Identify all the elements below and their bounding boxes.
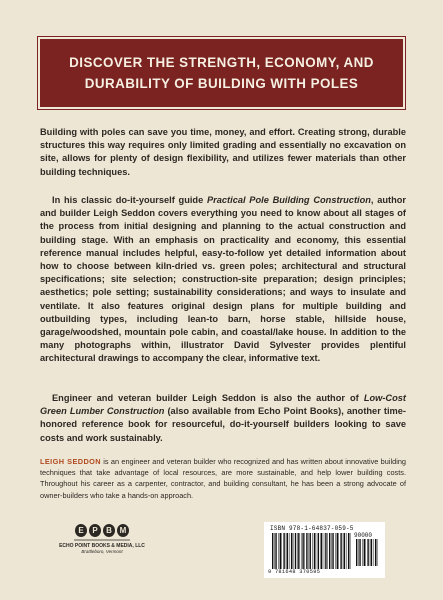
description-text-start: In his classic do-it-yourself guide [52, 195, 207, 205]
barcode-bar [344, 533, 345, 569]
barcode-bar [362, 539, 363, 566]
price-code: 90000 [354, 532, 373, 539]
barcode-bar [283, 533, 284, 569]
barcode-bar [301, 533, 302, 569]
barcode-bar [377, 539, 378, 566]
barcode-bar [359, 539, 360, 566]
barcode-bar [314, 533, 315, 569]
barcode-bar [340, 533, 341, 569]
barcode-bar [282, 533, 283, 569]
barcode-bar [297, 533, 298, 569]
barcode-bar [304, 533, 305, 569]
barcode-bar [348, 533, 349, 569]
barcode-bar [335, 533, 336, 569]
other-works-text-rest: (also available from Echo Point Books), another time-honored reference book for resourceful, do-it-yourself builders looking to save costs and work sustainably. [40, 406, 406, 443]
barcode-bar [316, 533, 317, 569]
barcode-bar [275, 533, 276, 569]
logo-letter-b: B [103, 524, 115, 537]
other-book-title: Low-Cost Green Lumber Construction [40, 393, 406, 417]
headline-banner [38, 37, 405, 109]
barcode-bar [358, 539, 359, 566]
barcode-bar [291, 533, 292, 569]
barcode-bar [375, 539, 376, 566]
barcode-bar [293, 533, 294, 569]
barcode-bar [295, 533, 296, 569]
barcode-bar [309, 533, 310, 569]
barcode-bar [287, 533, 288, 569]
barcode-bar [278, 533, 279, 569]
barcode-digits: 9 781648 370595 [268, 569, 321, 575]
barcode-bar [318, 533, 319, 569]
barcode-bar [321, 533, 322, 569]
barcode-bar [329, 533, 330, 569]
logo-letter-m: M [117, 524, 129, 537]
barcode-bar [327, 533, 328, 569]
logo-letter-e: E [75, 524, 87, 537]
barcode-bar [302, 533, 303, 569]
publisher-city: Brattleboro, Vermont [81, 549, 123, 554]
headline-text: DISCOVER THE STRENGTH, ECONOMY, AND DURABILITY OF BUILDING WITH POLES [69, 55, 374, 91]
isbn-barcode [264, 522, 385, 578]
intro-paragraph: Building with poles can save you time, money, and effort. Creating strong, durable structures this way requires only limited grading and essentially no excavation on site, allows for plenty of design flexibility, and utilizes fewer materials than other building techniques. [40, 127, 406, 177]
barcode-bar [290, 533, 291, 569]
barcode-bar [343, 533, 344, 569]
barcode-bar [298, 533, 299, 569]
barcode-bar [312, 533, 313, 569]
other-works-paragraph [40, 392, 406, 445]
barcode-bar [374, 539, 375, 566]
isbn-label: ISBN 978-1-64837-059-5 [270, 525, 354, 532]
barcode-bars-icon [272, 533, 352, 569]
barcode-bar [350, 533, 351, 569]
publisher-monogram [75, 524, 129, 537]
barcode-bar [367, 539, 368, 566]
barcode-bar [324, 533, 325, 569]
logo-letter-p: P [89, 524, 101, 537]
book-title: Practical Pole Building Construction [206, 195, 371, 205]
barcode-bar [280, 533, 281, 569]
author-bio-text: is an engineer and veteran builder who recognized and has written about innovative building techniques that take advantage of local resources, are more sustainable, and help lower building costs. Throughout his career as a carpenter, contractor, and building consultant, he has been a strong advocate of owner-builders who take a hands-on approach. [40, 457, 406, 500]
description-text-rest: , author and builder Leigh Seddon covers everything you need to know about all stages of the process from initial designing and planning to the actual construction and building stage. With an emphasis on practicality and economy, this essential reference manual includes helpful, easy-to-follow yet detailed information about how to choose between kiln-dried vs. green poles; architectural and structural specifications; site selection; construction-site preparation; design principles; aesthetics; pole setting; sustainability considerations; and ways to insulate and ventilate. It also features original design plans for multiple building and outbuilding types, including lean-to barn, horse stable, hillside house, garage/woodshed, mountain pole cabin, and coastal/lake house. In addition to the many photographs within, illustrator David Sylvester provides plentiful architectural drawings to accompany the clear, informative text. [40, 195, 406, 364]
barcode-bar [320, 533, 321, 569]
barcode-bar [325, 533, 326, 569]
barcode-bar [306, 533, 307, 569]
barcode-bar [356, 539, 357, 566]
barcode-bar [347, 533, 348, 569]
barcode-bar [272, 533, 273, 569]
barcode-bar [274, 533, 275, 569]
barcode-bar [331, 533, 332, 569]
barcode-bar [332, 533, 333, 569]
addon-barcode-bars-icon [356, 539, 380, 566]
other-works-text-start: Engineer and veteran builder Leigh Seddon is also the author of [52, 393, 364, 403]
barcode-bar [310, 533, 311, 569]
publisher-logo [59, 524, 145, 576]
barcode-bar [364, 539, 365, 566]
barcode-bar [339, 533, 340, 569]
barcode-bar [286, 533, 287, 569]
author-bio [40, 456, 406, 501]
description-paragraph [40, 194, 406, 366]
barcode-bar [366, 539, 367, 566]
barcode-bar [337, 533, 338, 569]
barcode-bar [370, 539, 371, 566]
barcode-bar [371, 539, 372, 566]
author-name: LEIGH SEDDON [40, 457, 101, 466]
publisher-name: ECHO POINT BOOKS & MEDIA, LLC [59, 543, 145, 549]
